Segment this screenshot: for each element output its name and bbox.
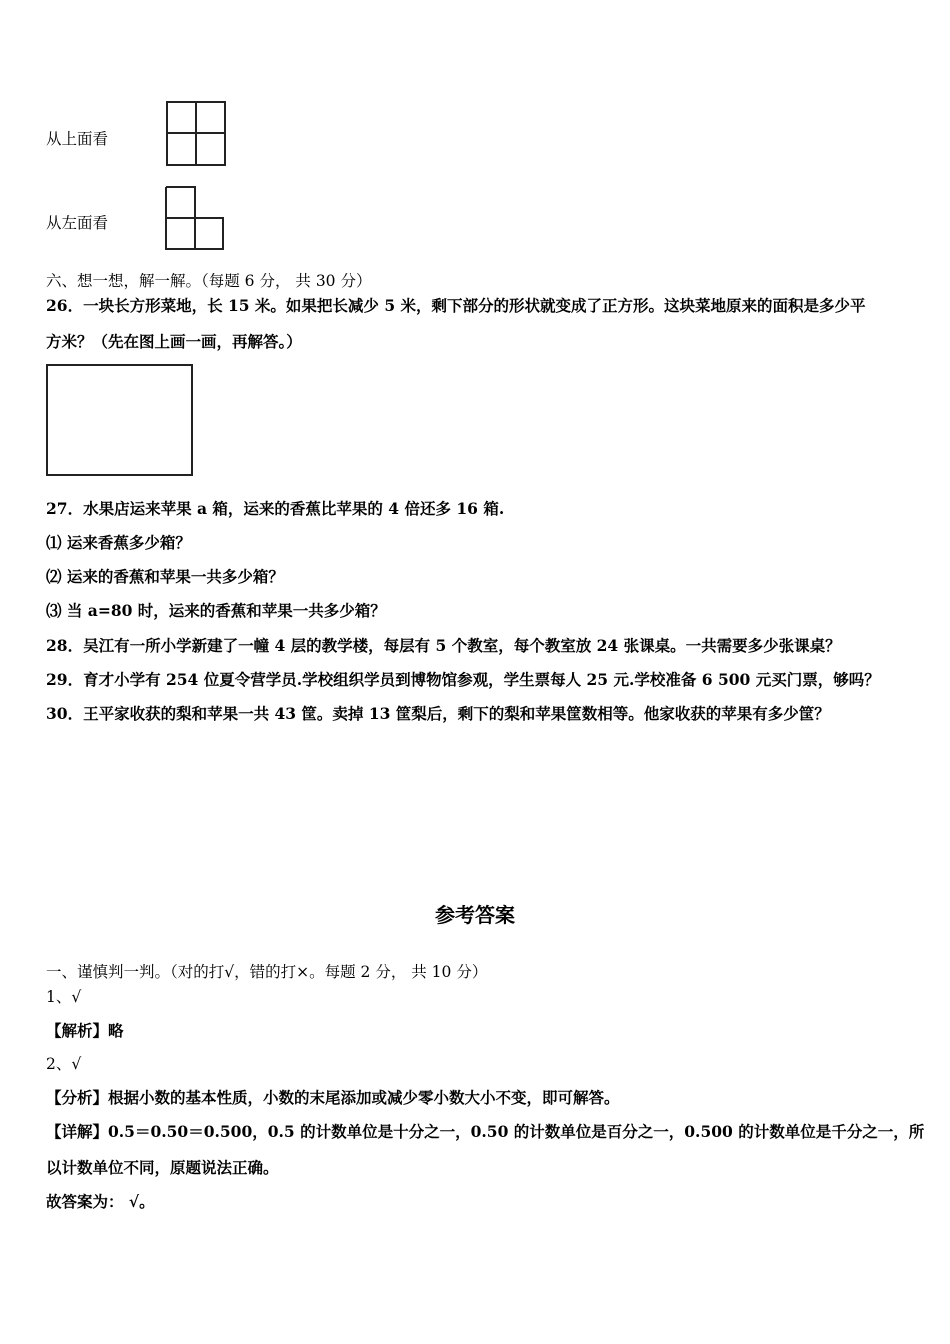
question-27-sub-3: ⑶ 当 a=80 时，运来的香蕉和苹果一共多少箱？ (46, 601, 386, 620)
question-27-sub-1: ⑴ 运来香蕉多少箱？ (46, 533, 191, 552)
answer-1: 1、√ (46, 988, 82, 1006)
answer-1-explanation: 【解析】略 (46, 1021, 124, 1040)
answer-2-conclusion: 故答案为： √。 (46, 1192, 155, 1211)
answer-2-detail-line-1: 【详解】0.5＝0.50＝0.500，0.5 的计数单位是十分之一，0.50 的计数单位是百分之一，0.500 的计数单位是千分之一，所 (46, 1122, 925, 1141)
top-view-figure (166, 101, 226, 166)
question-27-sub-2: ⑵ 运来的香蕉和苹果一共多少箱？ (46, 567, 284, 586)
answer-2: 2、√ (46, 1055, 82, 1073)
top-view-label: 从上面看 (46, 130, 109, 148)
question-27-stem: 27．水果店运来苹果 a 箱，运来的香蕉比苹果的 4 倍还多 16 箱. (46, 499, 505, 518)
left-view-figure (165, 186, 224, 250)
question-26-line-2: 方米？（先在图上画一画，再解答。） (46, 332, 302, 351)
answers-section-1-heading: 一、谨慎判一判。（对的打√，错的打×。每题 2 分， 共 10 分） (46, 963, 488, 981)
question-30: 30．王平家收获的梨和苹果一共 43 筐。卖掉 13 筐梨后，剩下的梨和苹果筐数相等。他家收获的苹果有多少筐？ (46, 704, 830, 723)
top-view-grid-shape (166, 101, 226, 166)
answers-title: 参考答案 (435, 903, 515, 927)
question-29: 29．育才小学有 254 位夏令营学员.学校组织学员到博物馆参观，学生票每人 25 元.学校准备 6 500 元买门票，够吗？ (46, 670, 880, 689)
section-6-heading: 六、想一想，解一解。（每题 6 分， 共 30 分） (46, 272, 372, 290)
q26-drawing-rectangle (46, 364, 193, 476)
left-view-l-shape (165, 186, 224, 250)
answer-2-detail-line-2: 以计数单位不同，原题说法正确。 (46, 1158, 279, 1177)
question-26-line-1: 26．一块长方形菜地，长 15 米。如果把长减少 5 米，剩下部分的形状就变成了正方形。这块菜地原来的面积是多少平 (46, 296, 866, 315)
left-view-label: 从左面看 (46, 214, 109, 232)
answer-2-analysis: 【分析】根据小数的基本性质，小数的末尾添加或减少零小数大小不变，即可解答。 (46, 1088, 620, 1107)
question-28: 28．吴江有一所小学新建了一幢 4 层的教学楼，每层有 5 个教室，每个教室放 24 张课桌。一共需要多少张课桌？ (46, 636, 841, 655)
